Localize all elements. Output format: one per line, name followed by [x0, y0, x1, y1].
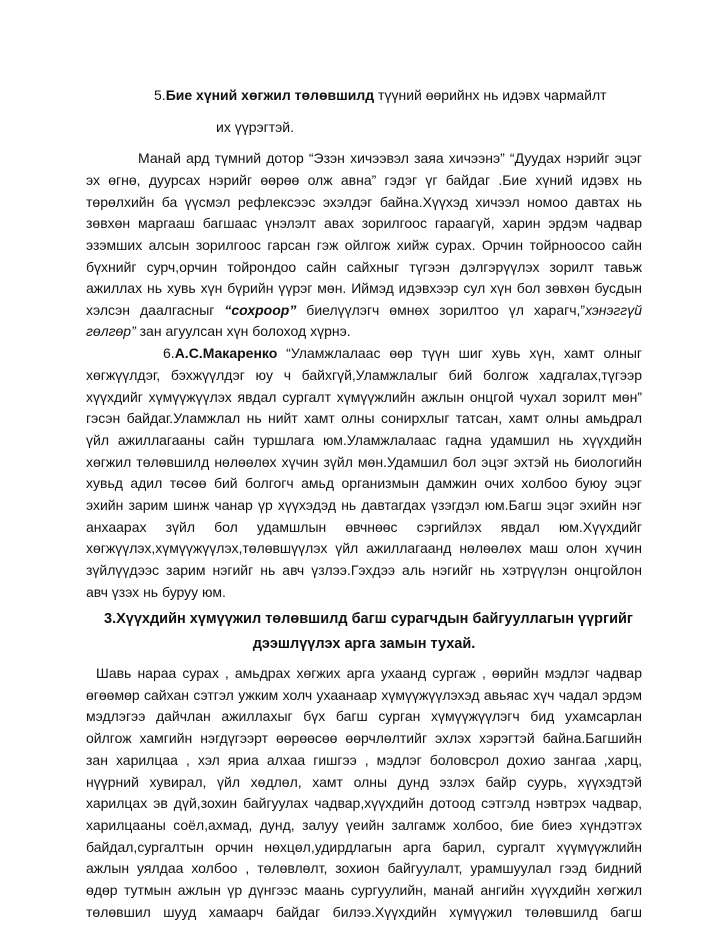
text-run: биелүүлэгч өмнөх зорилтоо үл харагч,” [296, 302, 586, 318]
text-run: нүүрний хувирал, үйл хөдлөл, хамт олны дунд эзлэх байр суурь, хүүхэдтэй [86, 774, 642, 790]
paragraph-6-line-5 [86, 431, 642, 450]
text-run: хөгжүүлдэг, бэхжүүлдэг юу ч байхгүй,Уламжлалыг бий болгож хадгалах,түгээр [86, 367, 642, 383]
section-heading-line-1 [104, 610, 642, 629]
text-run: өгөөмөр сайхан сэтгэл ужким холч ухаанаар хүмүүжүүлэхэд авьяас хүч чадал эрдэм [86, 687, 642, 703]
text-run: хөгжүүлэх,хүмүүжүүлэх,төлөвшүүлэх үйл ажиллагаанд нөлөөлөх маш олон хүчин [86, 540, 642, 556]
paragraph-6-line-3 [86, 388, 642, 407]
text-run: Шавь нараа сурах , амьдрах хөгжих арга ухаанд сургаж , өөрийн мэдлэг чадвар [96, 665, 642, 681]
paragraph-shavi-line-12 [86, 903, 642, 922]
text-run: мэдлэгээ дайчлан ажиллахыг бүх багш сурган хүмүүжүүлэгч бид ухамсарлан [86, 708, 642, 724]
paragraph-manai-line-1 [138, 149, 642, 168]
paragraph-manai-line-8 [86, 301, 642, 320]
paragraph-6-line-7 [86, 474, 642, 493]
text-run: бүхнийг сурч,орчин тойрондоо сайн сайхныг түгээн дэлгэрүүлэх зорилт тавьж [86, 259, 642, 275]
text-run: эх өгнө, дуурсах нэрийг өөрөө олж авна” гэдэг үг байдаг .Бие хүний идэвх нь [86, 172, 642, 188]
paragraph-manai-line-7 [86, 279, 642, 298]
text-run: ажлын уялдаа холбоо , төлөвлөлт, зохион байгуулалт, урамшуулал гээд бидний [86, 860, 642, 876]
paragraph-manai-line-6 [86, 258, 642, 277]
text-run: хүүхдийг хүмүүжүүлэх явдал сургалт хүмүүжлийн ажлын онцгой чухал зорилт мөн” [86, 389, 642, 405]
section-heading-line-2 [86, 635, 642, 654]
text-run: үйл ажиллагааны сайн туршлага юм.Уламжлалаас гадна удамшил нь хүүхдийн [86, 432, 642, 448]
paragraph-6-line-9 [86, 518, 642, 537]
text-run: зүйлүүдээс зарим нэгийг нь авч үзлээ.Гэхдээ аль нэгийг нь хэтрүүлэн онцгойлон [86, 562, 642, 578]
paragraph-6-line-10 [86, 539, 642, 558]
text-run: зөвхөн маргааш багшаас үнэлэлт авах зорилгоос гараагүй, харин эрдэм чадвар [86, 215, 642, 231]
text-run: “сохроор” [224, 302, 297, 318]
paragraph-6-line-4 [86, 409, 642, 428]
text-run: ажиллах нь хувь хүн бүрийн үүрэг мөн. Иймэд идэвхээр сул хүн бол зөвхөн бусдын [86, 280, 642, 296]
paragraph-shavi-line-11 [86, 881, 642, 900]
paragraph-shavi-line-2 [86, 686, 642, 705]
paragraph-manai-line-9 [86, 322, 642, 341]
text-run: эхийн зарим шинж чанар үр хүүхэдэд нь давтагдах үзэгдэл юм.Багш эцэг эхийн нэг [86, 497, 642, 513]
paragraph-shavi-line-1 [96, 664, 642, 683]
paragraph-6-line-2 [86, 366, 642, 385]
text-run: хувьд адил төсөө бий болгогч амьд организмын дамжин очих холбоо буюу эцэг [86, 475, 642, 491]
text-run: зан агуулсан хүн болоход хүрнэ. [135, 323, 351, 339]
text-run: 3.Хүүхдийн хүмүүжил төлөвшилд багш сурагчдын байгууллагын үүргийг [104, 611, 633, 627]
text-run: гөлгөр” [86, 323, 136, 339]
paragraph-shavi-line-4 [86, 729, 642, 748]
text-run: Бие хүний хөгжил төлөвшилд [165, 87, 375, 103]
text-run: хөгжил төлөвшилд нөлөөлөх хүчин зүйл мөн.Удамшил бол эцэг эхтэй нь биологийн [86, 454, 642, 470]
text-run: төрөлхийн ба үүсмэл рефлексээс эхэлдэг байна.Хүүхэд хичээл номоо давтах нь [86, 194, 642, 210]
text-run: төлөвшил шууд хамаарч байдаг билээ.Хүүхдийн хүмүүжил төлөвшилд багш [86, 904, 642, 920]
paragraph-6-line-1 [163, 344, 642, 363]
paragraph-6-line-8 [86, 496, 642, 515]
paragraph-shavi-line-5 [86, 751, 642, 770]
paragraph-shavi-line-3 [86, 707, 642, 726]
text-run: анхаарах зүйл бол удамшлын өвчнөөс сэргийлэх явдал юм.Хүүхдийг [86, 519, 642, 535]
text-run: “Уламжлалаас өөр түүн шиг хувь хүн, хамт олныг [277, 345, 642, 361]
text-run: зан харилцаа , хэл яриа алхаа гишгээ , мэдлэг боловсрол дохио зангаа ,харц, [86, 752, 642, 768]
paragraph-6-line-12 [86, 583, 642, 602]
text-run: дээшлүүлэх арга замын тухай. [252, 636, 476, 652]
text-run: хэлсэн даалгасныг [86, 302, 225, 318]
text-run: байдал,сургалтын орчин нөхцөл,удирдлагын арга барил, сургалт хүүмүүжлийн [86, 839, 642, 855]
paragraph-shavi-line-9 [86, 838, 642, 857]
text-run: Манай ард түмний дотор “Эзэн хичээвэл заяа хичээнэ” “Дуудах нэрийг эцэг [138, 150, 642, 166]
text-run: их үүрэгтэй. [216, 119, 295, 135]
text-run: гэсэн байдаг.Уламжлал нь нийт хамт олны сонирхлыг татсан, хамт олны амьдрал [86, 410, 642, 426]
paragraph-shavi-line-10 [86, 859, 642, 878]
paragraph-manai-line-5 [86, 236, 642, 255]
paragraph-shavi-line-8 [86, 816, 642, 835]
paragraph-shavi-line-7 [86, 794, 642, 813]
text-run: хэнэггүй [585, 302, 642, 318]
text-run: ойлгож хамгийн нэгдүгээрт өөрөөсөө өөрчлөлтийг эхлэх хэрэгтэй байна.Багшийн [86, 730, 642, 746]
paragraph-shavi-line-6 [86, 773, 642, 792]
paragraph-manai-line-3 [86, 193, 642, 212]
text-run: өдөр тутмын ажлын үр дүнгээс маань сургуулийн, манай ангийн хүүхдийн хөгжил [86, 882, 642, 898]
text-run: 6. [163, 345, 175, 361]
paragraph-6-line-6 [86, 453, 642, 472]
text-run: харилцах эв дүй,зохин байгуулах чадвар,хүүхдийн дотоод сэтгэлд нэвтрэх чадвар, [86, 795, 642, 811]
paragraph-5-line-1 [154, 86, 642, 105]
text-run: эзэмших алсын зорилгоос гарсан гэж ойлгож хийж сурах. Орчин тойрноосоо сайн [86, 237, 642, 253]
text-run: авч үзэх нь буруу юм. [86, 584, 226, 600]
text-run: А.С.Макаренко [174, 345, 278, 361]
paragraph-5-line-2 [216, 118, 642, 137]
text-run: 5. [154, 87, 166, 103]
text-run: түүний өөрийнх нь идэвх чармайлт [374, 87, 607, 103]
paragraph-manai-line-2 [86, 171, 642, 190]
paragraph-6-line-11 [86, 561, 642, 580]
paragraph-manai-line-4 [86, 214, 642, 233]
text-run: харилцааны соёл,ахмад, дунд, залуу үеийн залгамж холбоо, бие биеэ хүндэтгэх [86, 817, 642, 833]
